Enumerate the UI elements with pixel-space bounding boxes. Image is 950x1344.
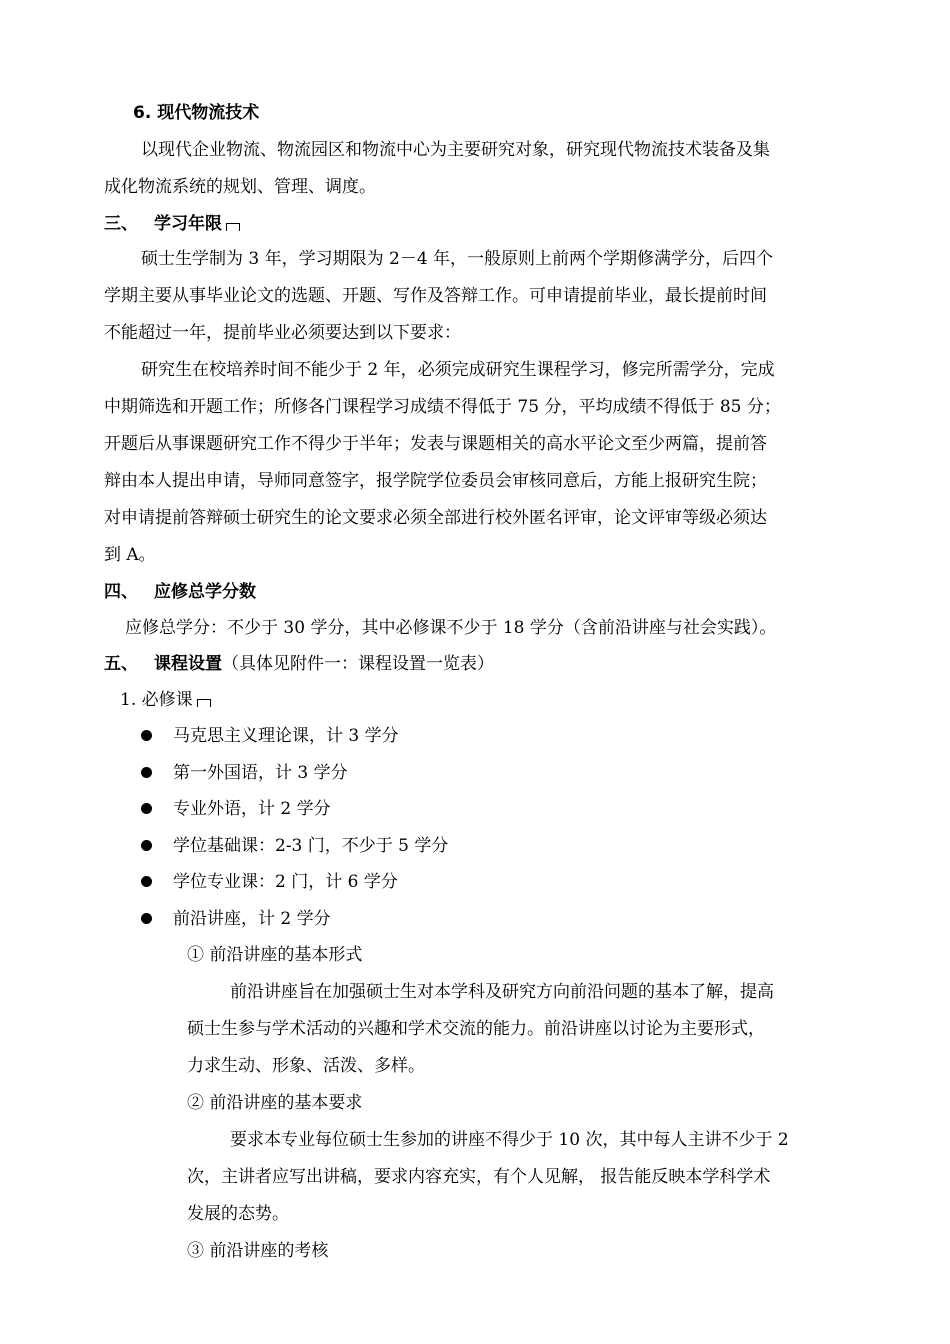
section-4-heading <box>104 580 256 604</box>
section-3-para1-line-3: 不能超过一年，提前毕业必须要达到以下要求： <box>104 323 461 343</box>
required-courses-label: 1. 必修课 <box>120 690 193 710</box>
paragraph-mark-icon <box>195 697 213 707</box>
section-3-heading <box>104 212 242 236</box>
lecture-item-1-line-2: 硕士生参与学术活动的兴趣和学术交流的能力。前沿讲座以讨论为主要形式， <box>187 1019 765 1039</box>
bullet-icon <box>141 913 152 924</box>
section-5-note: （具体见附件一：课程设置一览表） <box>222 654 494 674</box>
section-3-para2-line-1: 研究生在校培养时间不能少于 2 年，必须完成研究生课程学习，修完所需学分，完成 <box>141 360 775 380</box>
section-3-para2-line-5: 对申请提前答辩硕士研究生的论文要求必须全部进行校外匿名评审，论文评审等级必须达 <box>104 508 767 528</box>
section-5-heading <box>104 652 494 676</box>
section-4-title: 应修总学分数 <box>154 582 256 602</box>
bullet-icon <box>141 840 152 851</box>
section-6-heading: 6. 现代物流技术 <box>133 103 260 123</box>
section-6-para-line-1: 以现代企业物流、物流园区和物流中心为主要研究对象，研究现代物流技术装备及集 <box>141 140 770 160</box>
bullet-item-5: 学位专业课：2 门，计 6 学分 <box>173 872 398 892</box>
lecture-item-2-line-3: 发展的态势。 <box>187 1204 289 1224</box>
bullet-icon <box>141 803 152 814</box>
lecture-item-2-title: ② 前沿讲座的基本要求 <box>187 1093 363 1113</box>
lecture-item-2-line-1: 要求本专业每位硕士生参加的讲座不得少于 10 次，其中每人主讲不少于 2 <box>230 1130 789 1150</box>
section-3-title: 学习年限 <box>154 214 222 234</box>
bullet-icon <box>141 876 152 887</box>
section-3-para2-line-6: 到 A。 <box>104 545 156 565</box>
section-3-para2-line-3: 开题后从事课题研究工作不得少于半年；发表与课题相关的高水平论文至少两篇，提前答 <box>104 434 767 454</box>
section-3-number: 三、 <box>104 214 138 234</box>
section-4-para: 应修总学分：不少于 30 学分，其中必修课不少于 18 学分（含前沿讲座与社会实践）。 <box>125 618 777 638</box>
section-3-para2-line-4: 辩由本人提出申请，导师同意签字，报学院学位委员会审核同意后，方能上报研究生院； <box>104 471 767 491</box>
lecture-item-1-line-3: 力求生动、形象、活泼、多样。 <box>187 1056 425 1076</box>
section-5-number: 五、 <box>104 654 138 674</box>
section-4-number: 四、 <box>104 582 138 602</box>
lecture-item-3-title: ③ 前沿讲座的考核 <box>187 1241 329 1261</box>
bullet-item-3: 专业外语，计 2 学分 <box>173 799 331 819</box>
bullet-item-2: 第一外国语，计 3 学分 <box>173 763 348 783</box>
lecture-item-1-line-1: 前沿讲座旨在加强硕士生对本学科及研究方向前沿问题的基本了解，提高 <box>230 982 774 1002</box>
section-5-title: 课程设置 <box>154 654 222 674</box>
bullet-item-4: 学位基础课：2-3 门，不少于 5 学分 <box>173 836 449 856</box>
section-3-para2-line-2: 中期筛选和开题工作；所修各门课程学习成绩不得低于 75 分，平均成绩不得低于 85 分； <box>104 397 781 417</box>
bullet-item-1: 马克思主义理论课，计 3 学分 <box>173 726 399 746</box>
lecture-item-2-line-2: 次，主讲者应写出讲稿，要求内容充实，有个人见解， 报告能反映本学科学术 <box>187 1167 771 1187</box>
section-3-para1-line-2: 学期主要从事毕业论文的选题、开题、写作及答辩工作。可申请提前毕业，最长提前时间 <box>104 286 767 306</box>
section-6-para-line-2: 成化物流系统的规划、管理、调度。 <box>104 177 376 197</box>
section-5-subheading-1 <box>120 688 213 712</box>
bullet-icon <box>141 767 152 778</box>
paragraph-mark-icon <box>224 221 242 231</box>
bullet-item-6: 前沿讲座，计 2 学分 <box>173 909 331 929</box>
section-3-para1-line-1: 硕士生学制为 3 年，学习期限为 2－4 年，一般原则上前两个学期修满学分，后四个 <box>141 249 774 269</box>
lecture-item-1-title: ① 前沿讲座的基本形式 <box>187 945 363 965</box>
bullet-icon <box>141 730 152 741</box>
